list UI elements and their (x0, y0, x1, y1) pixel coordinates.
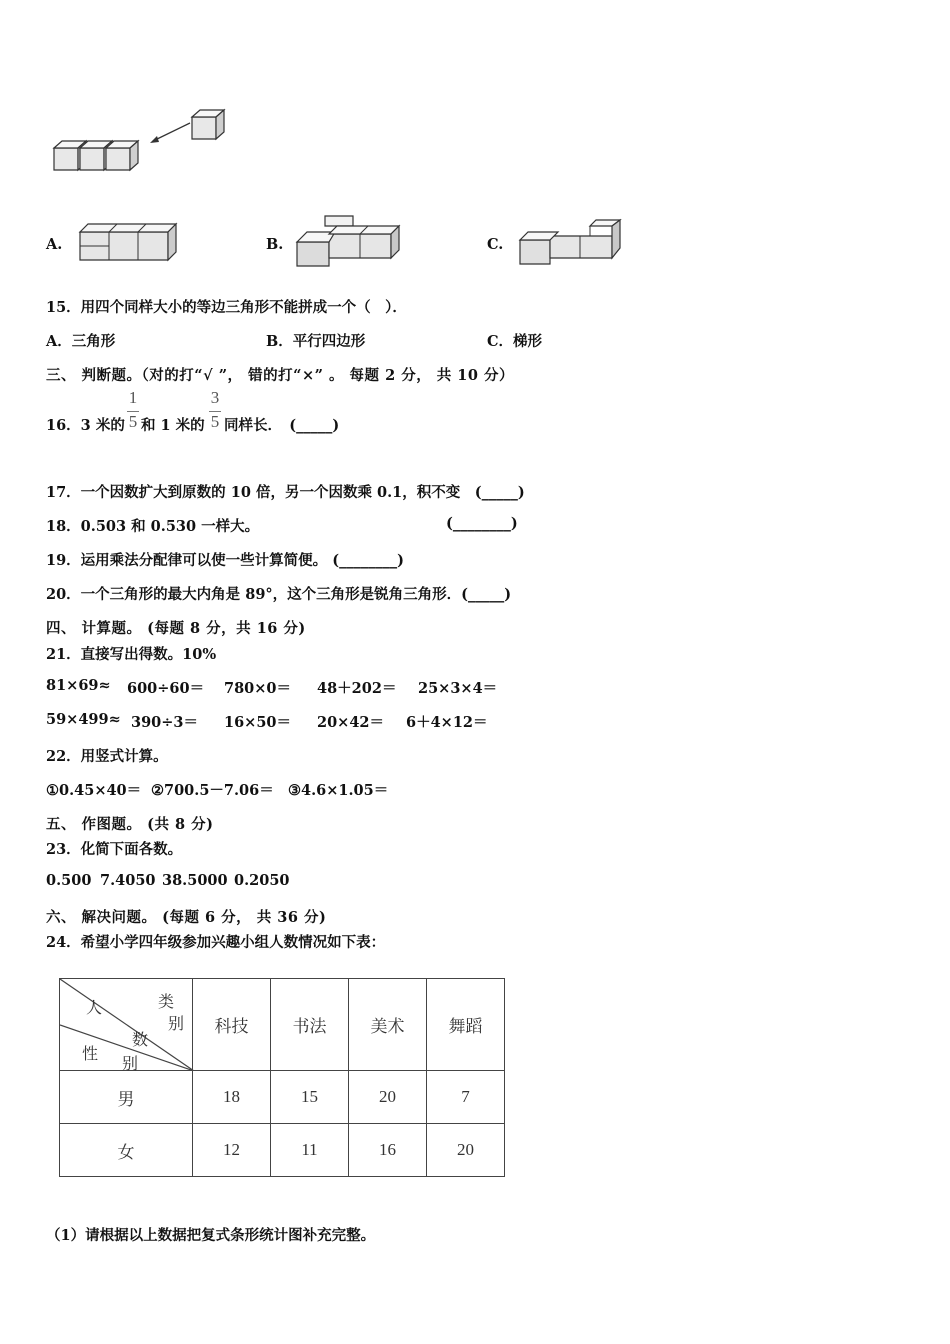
q16-frac2-num: 3 (210, 388, 220, 407)
option-a-label: A. (46, 236, 63, 253)
row-label-girls: 女 (60, 1124, 193, 1177)
table-corner-cell (60, 979, 193, 1071)
option-b-figure[interactable] (295, 214, 405, 270)
corner-shu: 数 (132, 1032, 149, 1049)
cell: 20 (349, 1071, 427, 1124)
q21-r1-c3[interactable]: 780×0＝ (224, 680, 292, 697)
q15-option-c[interactable]: C．梯形 (487, 333, 543, 350)
corner-bie1: 别 (168, 1016, 185, 1033)
q21-r2-c4[interactable]: 20×42＝ (317, 714, 385, 731)
q21-stem: 21．直接写出得数。10% (46, 646, 217, 663)
option-c-label: C. (487, 236, 504, 253)
option-c-figure[interactable] (518, 218, 626, 268)
q18-text: 18．0.503 和 0.530 一样大。 (46, 518, 260, 535)
q16-prefix: 16．3 米的 (46, 417, 125, 434)
corner-lei: 类 (158, 994, 175, 1011)
cell: 20 (427, 1124, 505, 1177)
q16-frac2-den: 5 (210, 412, 220, 431)
q18-blank[interactable]: (________) (446, 515, 518, 532)
q21-r2-c2[interactable]: 390÷3＝ (131, 714, 199, 731)
q21-r2-c3[interactable]: 16×50＝ (224, 714, 292, 731)
q16-middle: 和 1 米的 (141, 417, 205, 434)
q21-r1-c4[interactable]: 48＋202＝ (317, 680, 397, 697)
cell: 7 (427, 1071, 505, 1124)
q16-frac1-den: 5 (128, 412, 138, 431)
q23-stem: 23．化简下面各数。 (46, 841, 183, 858)
q21-r2-c1[interactable]: 59×499≈ (46, 711, 121, 728)
q22-stem: 22．用竖式计算。 (46, 748, 168, 765)
row-label-boys: 男 (60, 1071, 193, 1124)
section-4-title: 四、 计算题。 (每题 8 分，共 16 分) (46, 620, 306, 637)
q15-option-a[interactable]: A．三角形 (46, 333, 116, 350)
q21-r1-c2[interactable]: 600÷60＝ (127, 680, 205, 697)
header-wudao: 舞蹈 (427, 979, 505, 1071)
q21-r1-c5[interactable]: 25×3×4＝ (418, 680, 498, 697)
cube-row-figure (50, 105, 240, 180)
cell: 15 (271, 1071, 349, 1124)
interest-group-table (59, 978, 505, 1177)
q22-item-3[interactable]: ③4.6×1.05＝ (288, 782, 389, 799)
q24-sub1: （1）请根据以上数据把复式条形统计图补充完整。 (46, 1227, 376, 1244)
q16-frac1-num: 1 (128, 388, 138, 407)
table-row (60, 1124, 505, 1177)
q24-stem: 24．希望小学四年级参加兴趣小组人数情况如下表： (46, 934, 386, 951)
q21-r1-c1[interactable]: 81×69≈ (46, 677, 111, 694)
q23-item-4[interactable]: 0.2050 (234, 872, 290, 889)
corner-ren: 人 (86, 1000, 103, 1017)
q17-text[interactable]: 17．一个因数扩大到原数的 10 倍，另一个因数乘 0.1，积不变 (_____) (46, 484, 525, 501)
q21-r2-c5[interactable]: 6＋4×12＝ (406, 714, 488, 731)
section-5-title: 五、 作图题。 (共 8 分) (46, 816, 214, 833)
cell: 16 (349, 1124, 427, 1177)
corner-bie2: 别 (122, 1056, 139, 1073)
header-meishu: 美术 (349, 979, 427, 1071)
corner-xing: 性 (82, 1046, 99, 1063)
q22-item-2[interactable]: ②700.5－7.06＝ (151, 782, 274, 799)
q19-text[interactable]: 19．运用乘法分配律可以使一些计算简便。 (________) (46, 552, 404, 569)
q16-suffix[interactable]: 同样长． (_____) (224, 417, 340, 434)
cell: 12 (193, 1124, 271, 1177)
q20-text[interactable]: 20．一个三角形的最大内角是 89°，这个三角形是锐角三角形．(_____) (46, 586, 512, 603)
section-6-title: 六、 解决问题。 (每题 6 分， 共 36 分) (46, 909, 327, 926)
q15-stem: 15．用四个同样大小的等边三角形不能拼成一个（ ）． (46, 299, 407, 316)
section-3-title: 三、 判断题。（对的打“√ ”， 错的打“×” 。 每题 2 分， 共 10 分） (46, 367, 515, 384)
header-keji: 科技 (193, 979, 271, 1071)
q23-item-2[interactable]: 7.4050 (100, 872, 156, 889)
option-a-figure[interactable] (78, 220, 178, 265)
option-b-label: B. (266, 236, 284, 253)
cell: 18 (193, 1071, 271, 1124)
q15-option-b[interactable]: B．平行四边形 (266, 333, 366, 350)
q23-item-1[interactable]: 0.500 (46, 872, 92, 889)
table-row (60, 1071, 505, 1124)
q23-item-3[interactable]: 38.5000 (162, 872, 228, 889)
header-shufa: 书法 (271, 979, 349, 1071)
cell: 11 (271, 1124, 349, 1177)
q22-item-1[interactable]: ①0.45×40＝ (46, 782, 142, 799)
